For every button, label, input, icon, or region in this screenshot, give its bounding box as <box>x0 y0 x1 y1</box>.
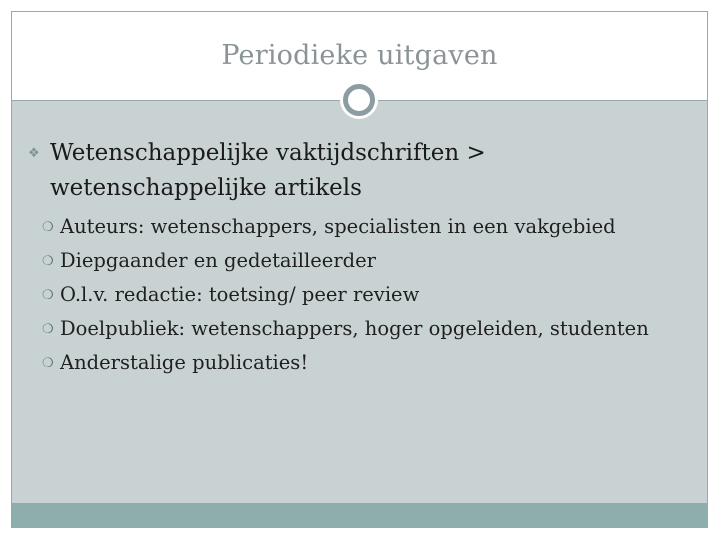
main-bullet-line1: Wetenschappelijke vaktijdschriften > <box>50 140 486 166</box>
list-item-text: Diepgaander en gedetailleerder <box>60 249 376 272</box>
list-item <box>42 312 692 346</box>
divider-circle-icon <box>343 84 375 116</box>
circle-bullet-icon: ❍ <box>42 356 54 371</box>
ornate-bullet-icon: ❖ <box>28 146 40 161</box>
list-item-text: O.l.v. redactie: toetsing/ peer review <box>60 283 420 306</box>
list-item <box>42 210 692 244</box>
circle-bullet-icon: ❍ <box>42 288 54 303</box>
content-area <box>12 101 707 505</box>
circle-bullet-icon: ❍ <box>42 254 54 269</box>
sub-bullet-list <box>42 210 692 380</box>
list-item <box>42 244 692 278</box>
slide-title: Periodieke uitgaven <box>221 40 498 71</box>
circle-bullet-icon: ❍ <box>42 220 54 235</box>
list-item-text: Doelpubliek: wetenschappers, hoger opgeleiden, studenten <box>60 317 649 340</box>
main-bullet-line2: wetenschappelijke artikels <box>50 175 362 201</box>
list-item-text: Anderstalige publicaties! <box>60 351 309 374</box>
list-item <box>42 278 692 312</box>
footer-bar <box>12 503 707 527</box>
list-item-text: Auteurs: wetenschappers, specialisten in een vakgebied <box>60 215 616 238</box>
main-bullet <box>28 136 688 205</box>
list-item <box>42 346 692 380</box>
slide <box>11 11 708 528</box>
circle-bullet-icon: ❍ <box>42 322 54 337</box>
